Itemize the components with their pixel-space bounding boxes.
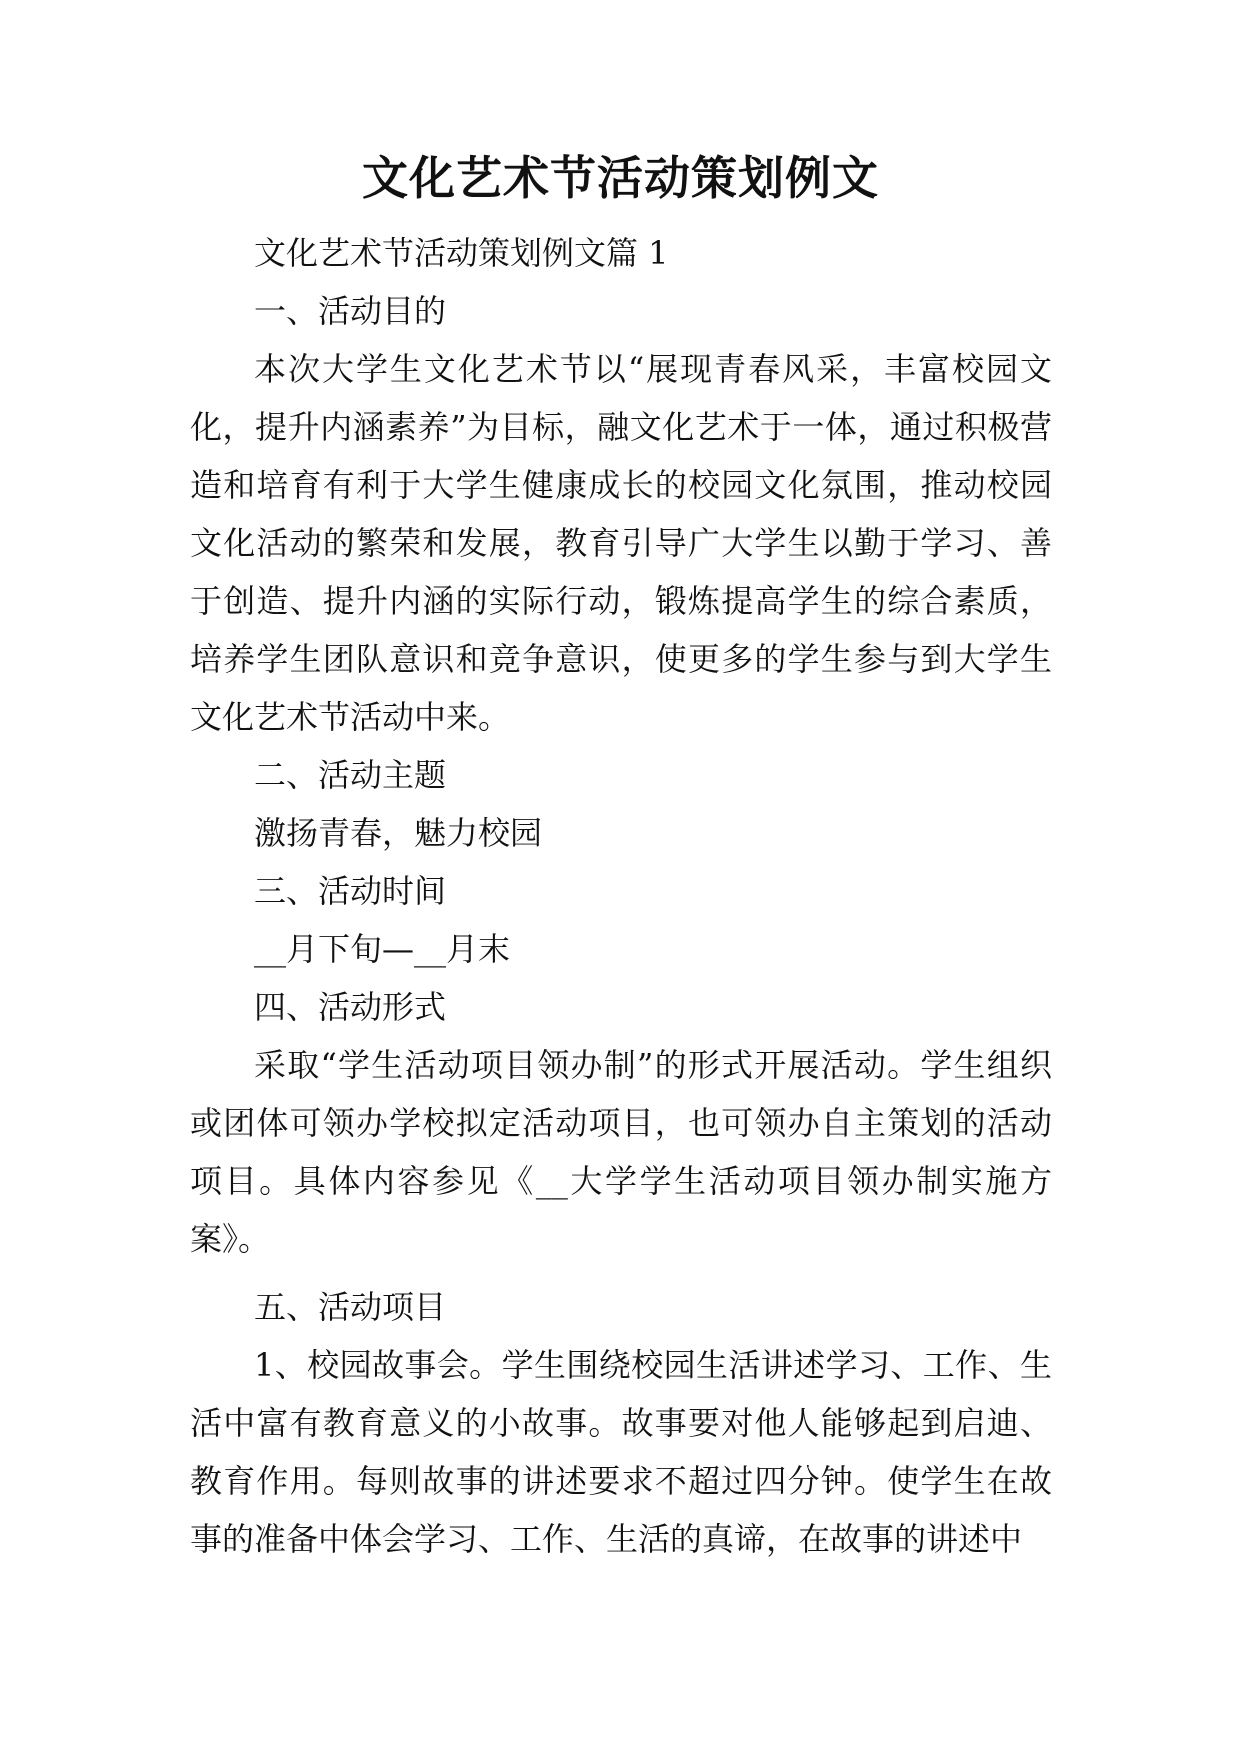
body-paragraph: 采取“学生活动项目领办制”的形式开展活动。学生组织或团体可领办学校拟定活动项目，也可领办自主策划的活动项目。具体内容参见《__大学学生活动项目领办制实施方案》。 (190, 1046, 1052, 1258)
section-heading: 五、活动项目 (254, 1288, 447, 1326)
body-paragraph: 1、校园故事会。学生围绕校园生活讲述学习、工作、生活中富有教育意义的小故事。故事要对他人能够起到启迪、教育作用。每则故事的讲述要求不超过四分钟。使学生在故事的准备中体会学习、工作、生活的真谛，在故事的讲述中 (190, 1346, 1052, 1558)
section-heading: 三、活动时间 (254, 872, 447, 910)
section-heading: 二、活动主题 (254, 756, 447, 794)
section-heading: 四、活动形式 (254, 988, 447, 1026)
section-heading: 文化艺术节活动策划例文篇 1 (254, 234, 669, 272)
section-heading: 一、活动目的 (254, 292, 447, 330)
document-title: 文化艺术节活动策划例文 (362, 151, 879, 205)
document-body (190, 224, 1052, 1568)
body-paragraph: 激扬青春，魅力校园 (254, 814, 543, 852)
body-paragraph: 本次大学生文化艺术节以“展现青春风采，丰富校园文化，提升内涵素养”为目标，融文化艺术于一体，通过积极营造和培育有利于大学生健康成长的校园文化氛围，推动校园文化活动的繁荣和发展，教育引导广大学生以勤于学习、善于创造、提升内涵的实际行动，锻炼提高学生的综合素质，培养学生团队意识和竞争意识，使更多的学生参与到大学生文化艺术节活动中来。 (190, 350, 1052, 736)
body-paragraph: __月下旬—__月末 (254, 930, 511, 968)
